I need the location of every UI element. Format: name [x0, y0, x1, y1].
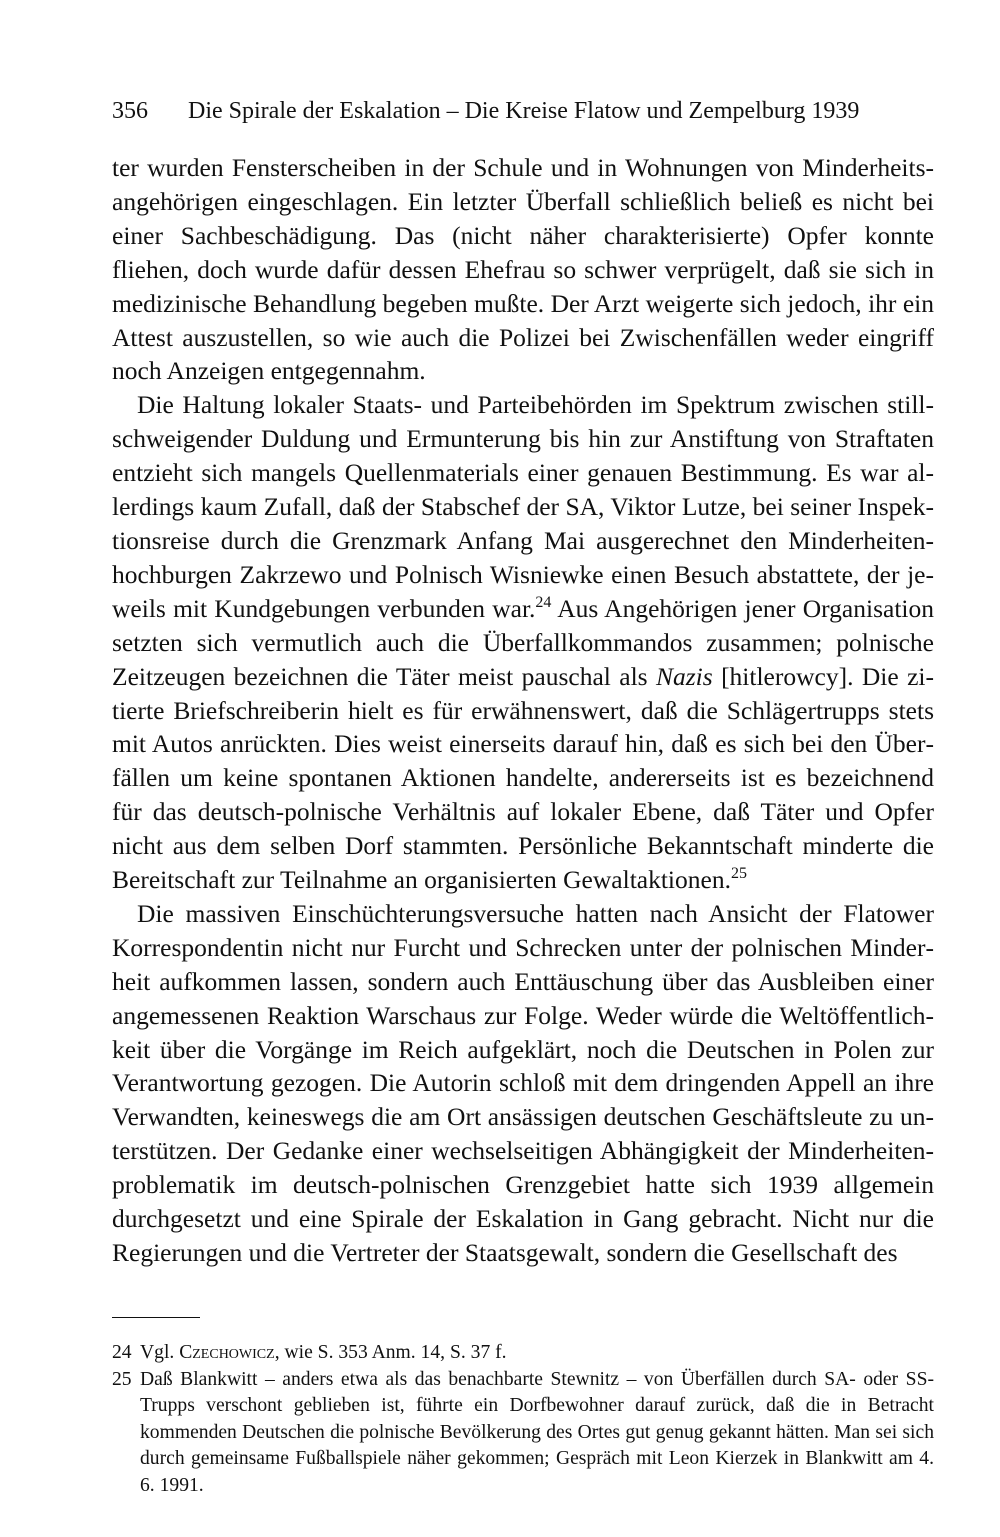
running-head: [112, 96, 934, 126]
paragraph-2-part-3: [hitlerowcy]. Die zitierte Briefschreiberin hielt es für erwähnenswert, daß die Schlägertrupps stets mit Autos anrückten. Dies weist einerseits darauf hin, daß es sich bei den Überfällen um keine spontanen Aktionen handelte, andererseits ist es bezeichnend für das deutsch-polnische Verhältnis auf lokaler Ebene, daß Täter und Opfer nicht aus dem selben Dorf stammten. Persönliche Bekanntschaft minderte die Bereitschaft zur Teilnahme an organisierten Gewaltaktionen.: [112, 661, 934, 895]
footnote-citation: , wie S. 353 Anm. 14, S. 37 f.: [274, 1341, 507, 1363]
running-title: Die Spirale der Eskalation – Die Kreise Flatow und Zempelburg 1939: [188, 98, 860, 124]
footnote-text: [140, 1340, 934, 1367]
footnote-number: 24: [112, 1341, 132, 1363]
footnote-author: Czechowicz: [179, 1341, 275, 1363]
paragraph-3-text: Die massiven Einschüchterungsversuche hatten nach Ansicht der Flatower Korrespondentin nicht nur Furcht und Schrecken unter der polnischen Minderheit aufkommen lassen, sondern auch Enttäuschung über das Ausbleiben einer angemessenen Reaktion Warschaus zur Folge. Weder würde die Weltöffentlichkeit über die Vorgänge im Reich aufgeklärt, noch die Deutschen in Polen zur Verantwortung gezogen. Die Autorin schloß mit dem dringenden Appell an ihre Verwandten, keineswegs die am Ort ansässigen deutschen Geschäftsleute zu unterstützen. Der Gedanke einer wechselseitigen Abhängigkeit der Minderheitenproblematik im deutsch-polnischen Grenzgebiet hatte sich 1939 allgemein durchgesetzt und eine Spirale der Eskalation in Gang gebracht. Nicht nur die Regierungen und die Vertreter der Staatsgewalt, sondern die Gesellschaft des: [112, 898, 934, 1267]
footnote-prefix: Vgl.: [140, 1341, 180, 1363]
footnote-number: 25: [112, 1368, 132, 1390]
paragraph-1-text: ter wurden Fensterscheiben in der Schule und in Wohnungen von Minderheitsangehörigen eingeschlagen. Ein letzter Überfall schließlich beließ es nicht bei einer Sachbeschädigung. Das (nicht näher charakterisierte) Opfer konnte fliehen, doch wurde dafür dessen Ehefrau so schwer verprügelt, daß sie sich in medizinische Behandlung begeben mußte. Der Arzt weigerte sich jedoch, ihr ein Attest auszustellen, so wie auch die Polizei bei Zwischenfällen weder eingriff noch Anzeigen entgegennahm.: [112, 153, 934, 386]
footnote-text: Daß Blankwitt – anders etwa als das benachbarte Stewnitz – von Überfällen durch SA- oder SS-Trupps verschont geblieben ist, führte ein Dorfbewohner darauf zurück, daß die in Betracht kommenden Deutschen die polnische Bevölkerung des Ortes gut genug gekannt hätten. Man sei sich durch gemeinsame Fußballspiele näher gekommen; Gespräch mit Leon Kierzek in Blankwitt am 4. 6. 1991.: [140, 1368, 934, 1496]
footnote-24: [112, 1340, 934, 1367]
footnote-ref-25[interactable]: 25: [730, 865, 747, 883]
main-text: [112, 151, 934, 1270]
italic-term-nazis: Nazis: [655, 661, 713, 691]
paragraph-2-part-1: Die Haltung lokaler Staats- und Parteibehörden im Spektrum zwischen stillschweigender Duldung und Ermunterung bis hin zur Anstiftung von Straftaten entzieht sich mangels Quellenmaterials einer genauen Bestimmung. Es war allerdings kaum Zufall, daß der Stabschef der SA, Viktor Lutze, bei seiner Inspektionsreise durch die Grenzmark Anfang Mai ausgerechnet den Minderheitenhochburgen Zakrzewo und Polnisch Wisniewke einen Besuch abstattete, der jeweils mit Kundgebungen verbunden war.: [112, 390, 934, 623]
paragraph-3: [112, 897, 934, 1270]
page-number: 356: [112, 98, 148, 124]
footnotes: [112, 1340, 934, 1500]
paragraph-1: [112, 151, 934, 388]
paragraph-2: [112, 388, 934, 897]
book-page: [112, 96, 934, 1499]
footnote-separator: [112, 1317, 200, 1318]
footnote-25: [112, 1367, 934, 1500]
footnote-ref-24[interactable]: 24: [535, 593, 552, 611]
paragraph-2-part-2: Aus Angehörigen jener Organisation setzten sich vermutlich auch die Überfallkommandos zusammen; polnische Zeitzeugen bezeichnen die Täter meist pauschal als: [112, 593, 934, 691]
